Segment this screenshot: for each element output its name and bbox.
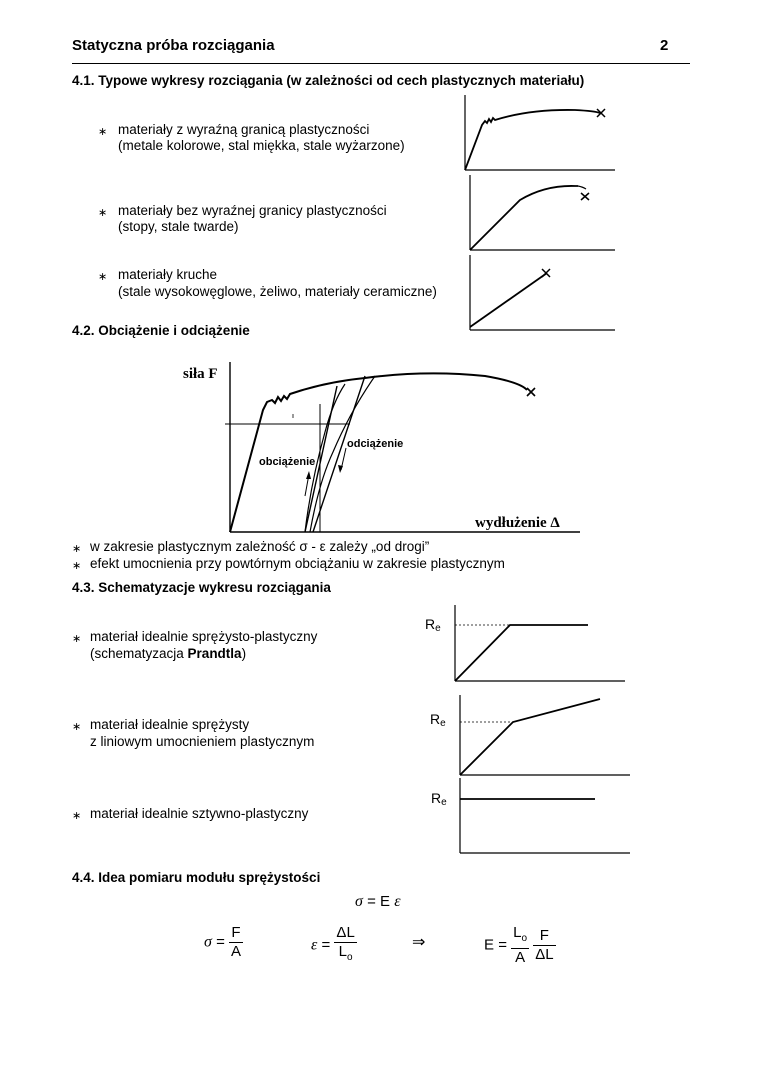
implies-symbol: ⇒ xyxy=(412,934,426,951)
section-4-1-heading: 4.1. Typowe wykresy rozciągania (w zależności od cech plastycznych materiału) xyxy=(72,73,585,88)
x-axis-label: wydłużenie Δ xyxy=(475,515,560,531)
list-item-line: (schematyzacja Prandtla) xyxy=(90,646,247,661)
section-4-4-heading: 4.4. Idea pomiaru modułu sprężystości xyxy=(72,870,321,885)
list-item-line: materiał idealnie sprężysty xyxy=(90,717,250,732)
stress-formula: σ = $\frac{F}{A}$ xyxy=(204,924,242,960)
section-4-2-heading: 4.2. Obciążenie i odciążenie xyxy=(72,323,250,338)
hooke-law-formula: σ = E ε xyxy=(355,893,401,910)
bullet-icon: ∗ xyxy=(98,126,108,138)
re-label: $R_e$ xyxy=(430,711,446,729)
ductile-yield-curve-graph xyxy=(460,95,620,175)
list-item-line: (metale kolorowe, stal miękka, stale wyżarzone) xyxy=(118,138,405,153)
list-item-line: materiał idealnie sztywno-plastyczny xyxy=(90,806,309,821)
elastic-plastic-graph xyxy=(450,605,630,685)
bullet-icon: ∗ xyxy=(72,721,82,733)
bullet-icon: ∗ xyxy=(72,560,82,572)
unloading-label: odciążenie xyxy=(347,438,404,450)
loading-label: obciążenie xyxy=(259,456,316,468)
list-item-line: efekt umocnienia przy powtórnym obciążaniu w zakresie plastycznym xyxy=(90,556,505,571)
list-item-line: materiały z wyraźną granicą plastyczności xyxy=(118,122,370,137)
list-item-line: (stopy, stale twarde) xyxy=(118,219,239,234)
list-item-line: materiały bez wyraźnej granicy plastyczności xyxy=(118,203,387,218)
brittle-curve-graph xyxy=(465,255,625,335)
header-rule xyxy=(72,63,690,64)
list-item-line: w zakresie plastycznym zależność σ - ε zależy „od drogi” xyxy=(90,539,430,554)
bullet-icon: ∗ xyxy=(72,633,82,645)
page-number: 2 xyxy=(660,37,669,54)
no-yield-curve-graph xyxy=(465,175,625,255)
rigid-plastic-graph xyxy=(455,778,635,858)
list-item-line: z liniowym umocnieniem plastycznym xyxy=(90,734,315,749)
list-item-line: (stale wysokowęglowe, żeliwo, materiały ceramiczne) xyxy=(118,284,437,299)
y-axis-label: siła F xyxy=(183,366,218,382)
linear-hardening-graph xyxy=(455,695,635,780)
bullet-icon: ∗ xyxy=(98,271,108,283)
strain-formula: ε = $\frac{\Delta L}{L_o}$ xyxy=(311,924,355,963)
load-unload-graph xyxy=(225,362,585,537)
page-title: Statyczna próba rozciągania xyxy=(72,37,275,54)
re-label: $R_e$ xyxy=(431,790,447,808)
list-item-line: materiały kruche xyxy=(118,267,218,282)
re-label: $R_e$ xyxy=(425,616,441,634)
bullet-icon: ∗ xyxy=(98,207,108,219)
list-item-line: materiał idealnie sprężysto-plastyczny xyxy=(90,629,318,644)
modulus-formula: E = $\frac{L_o}{A}$ $\frac{F}{\Delta L}$ xyxy=(484,924,554,966)
bullet-icon: ∗ xyxy=(72,810,82,822)
section-4-3-heading: 4.3. Schematyzacje wykresu rozciągania xyxy=(72,580,331,595)
bullet-icon: ∗ xyxy=(72,543,82,555)
